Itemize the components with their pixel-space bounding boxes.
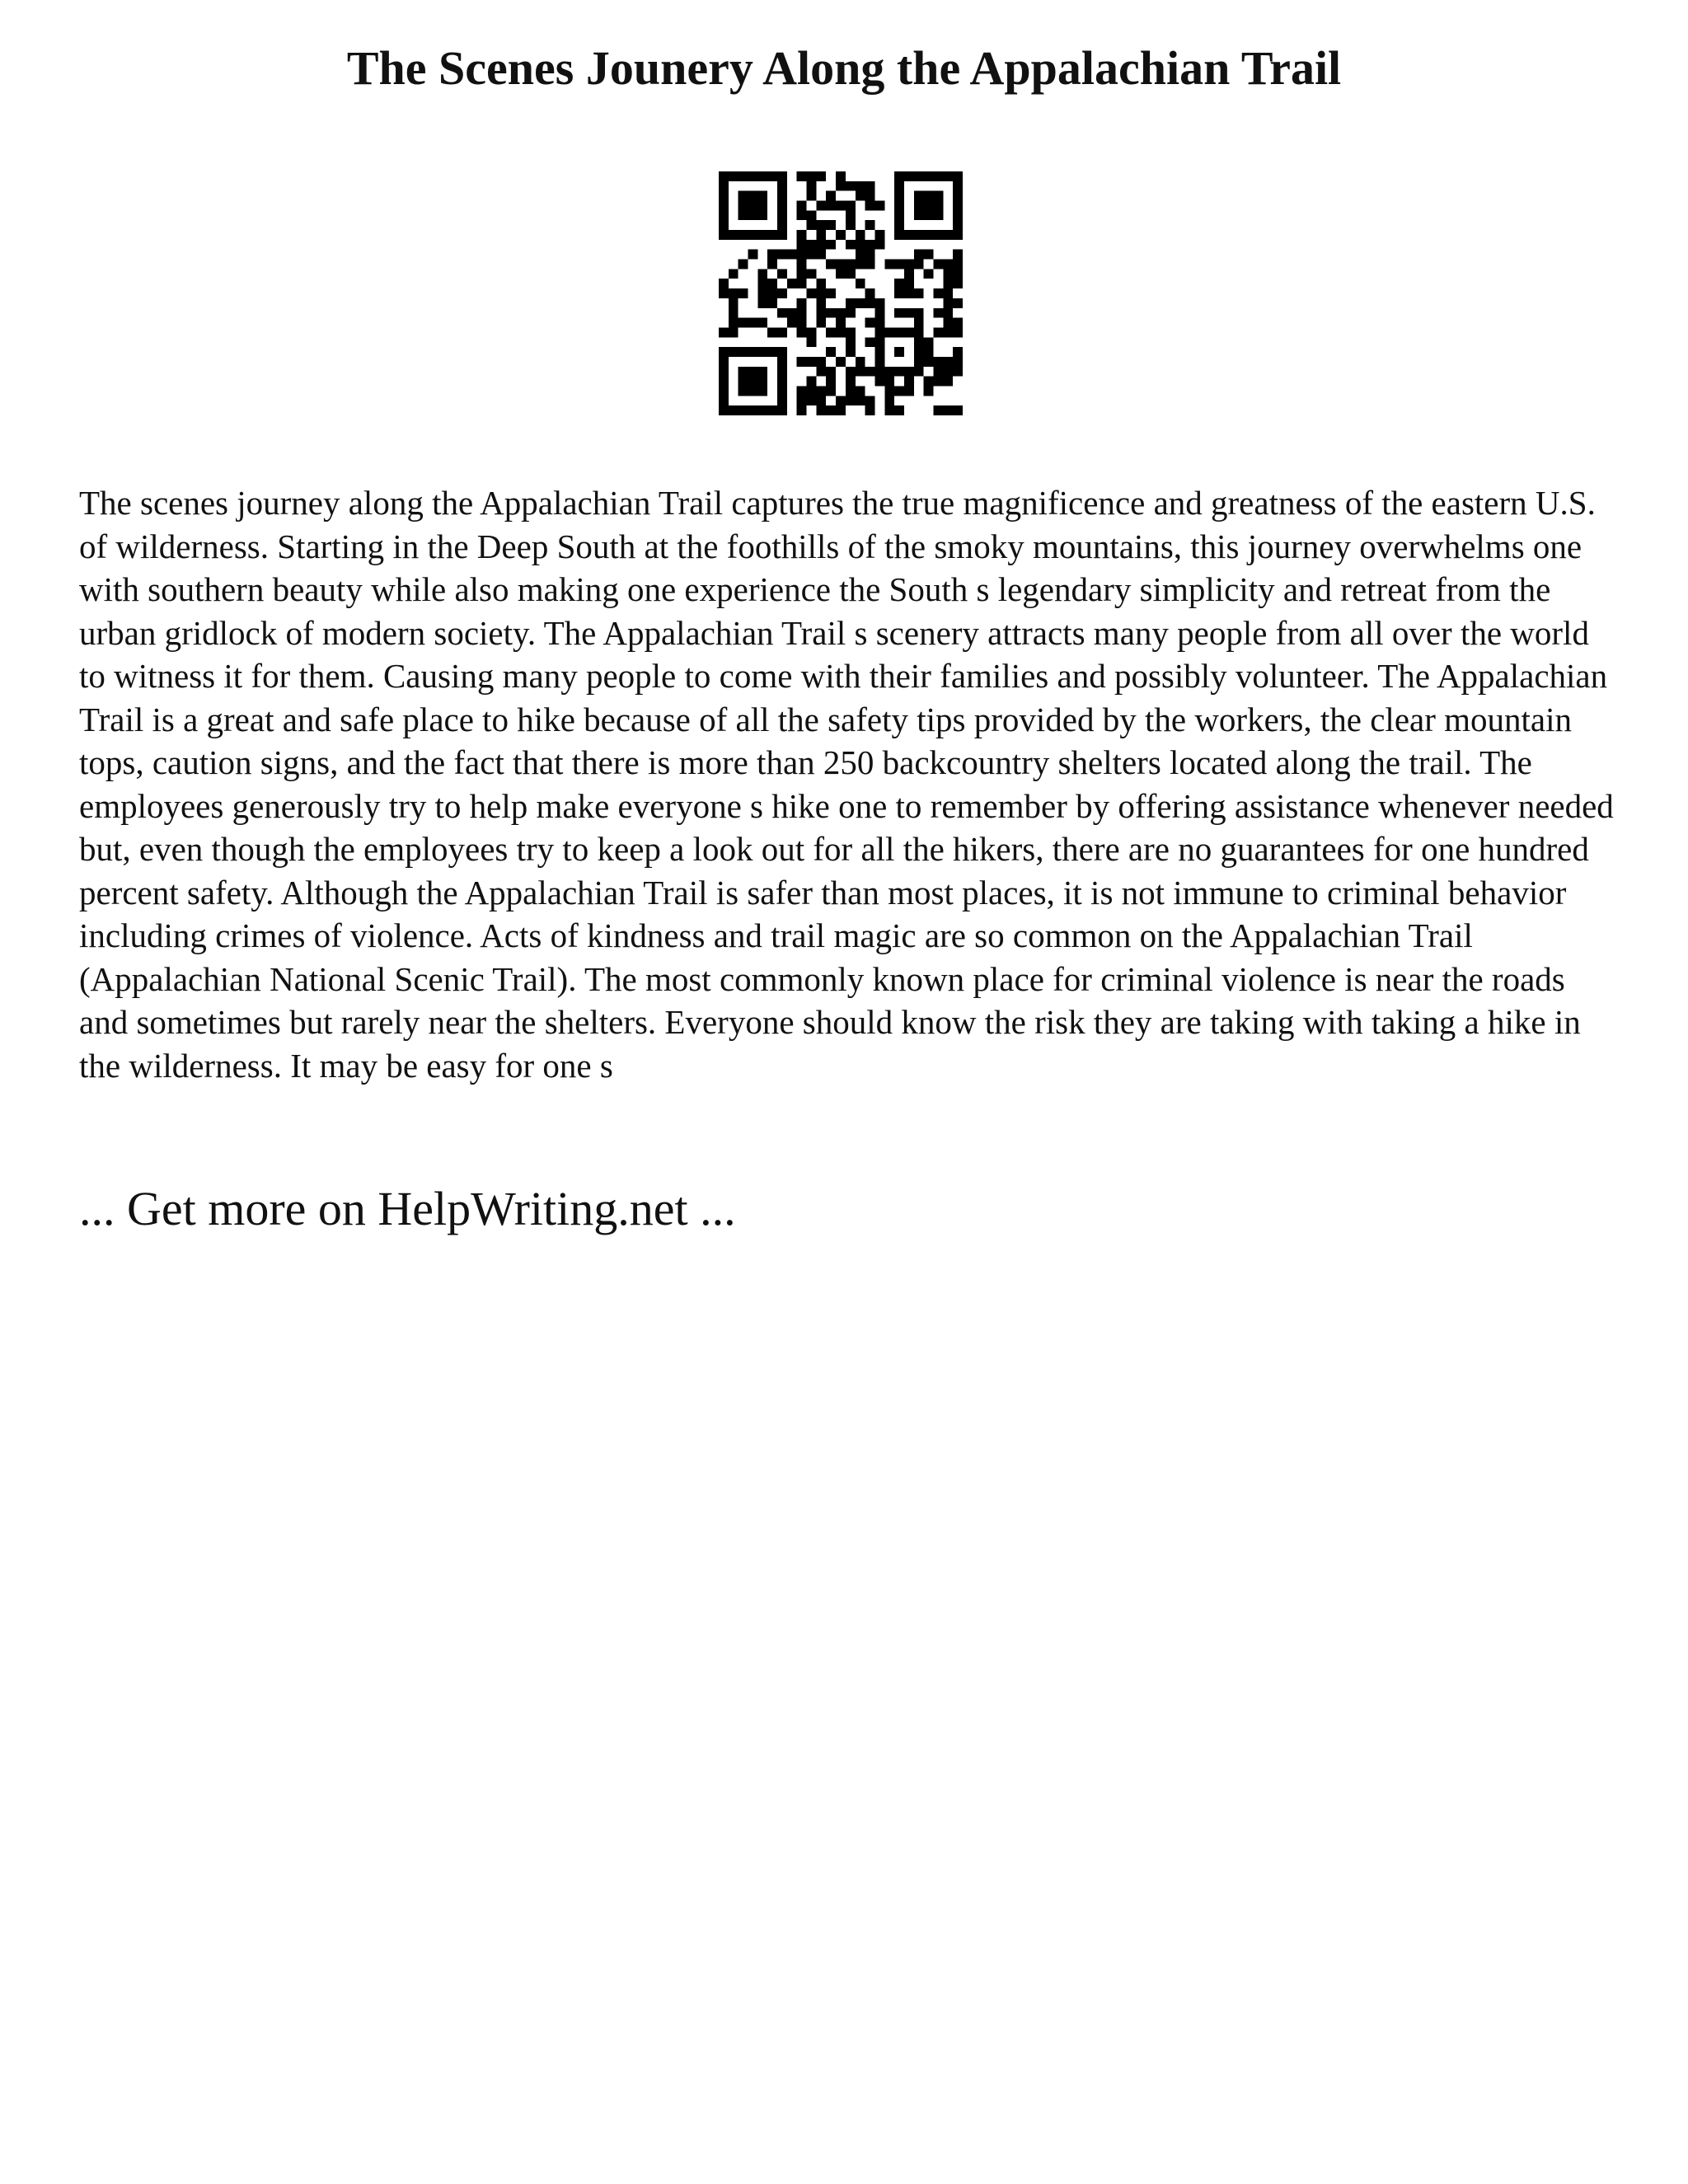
qr-code-icon bbox=[719, 171, 963, 415]
get-more-link[interactable]: ... Get more on HelpWriting.net ... bbox=[79, 1182, 736, 1235]
document-title: The Scenes Jounery Along the Appalachian Trail bbox=[346, 41, 1342, 95]
document-body: The scenes journey along the Appalachian Trail captures the true magnificence and greatness of the eastern U.S. of wilderness. Starting in the Deep South at the foothills of the smoky mountains, this journey overwhelms one with southern beauty while also making one experience the South s legendary simplicity and retreat from the urban gridlock of modern society. The Appalachian Trail s scenery attracts many people from all over the world to witness it for them. Causing many people to come with their families and possibly volunteer. The Appalachian Trail is a great and safe place to hike because of all the safety tips provided by the workers, the clear mountain tops, caution signs, and the fact that there is more than 250 backcountry shelters located along the trail. The employees generously try to help make everyone s hike one to remember by offering assistance whenever needed but, even though the employees try to keep a look out for all the hikers, there are no guarantees for one hundred percent safety. Although the Appalachian Trail is safer than most places, it is not immune to criminal behavior including crimes of violence. Acts of kindness and trail magic are so common on the Appalachian Trail (Appalachian National Scenic Trail). The most commonly known place for criminal violence is near the roads and sometimes but rarely near the shelters. Everyone should know the risk they are taking with taking a hike in the wilderness. It may be easy for one s bbox=[79, 484, 1614, 1085]
